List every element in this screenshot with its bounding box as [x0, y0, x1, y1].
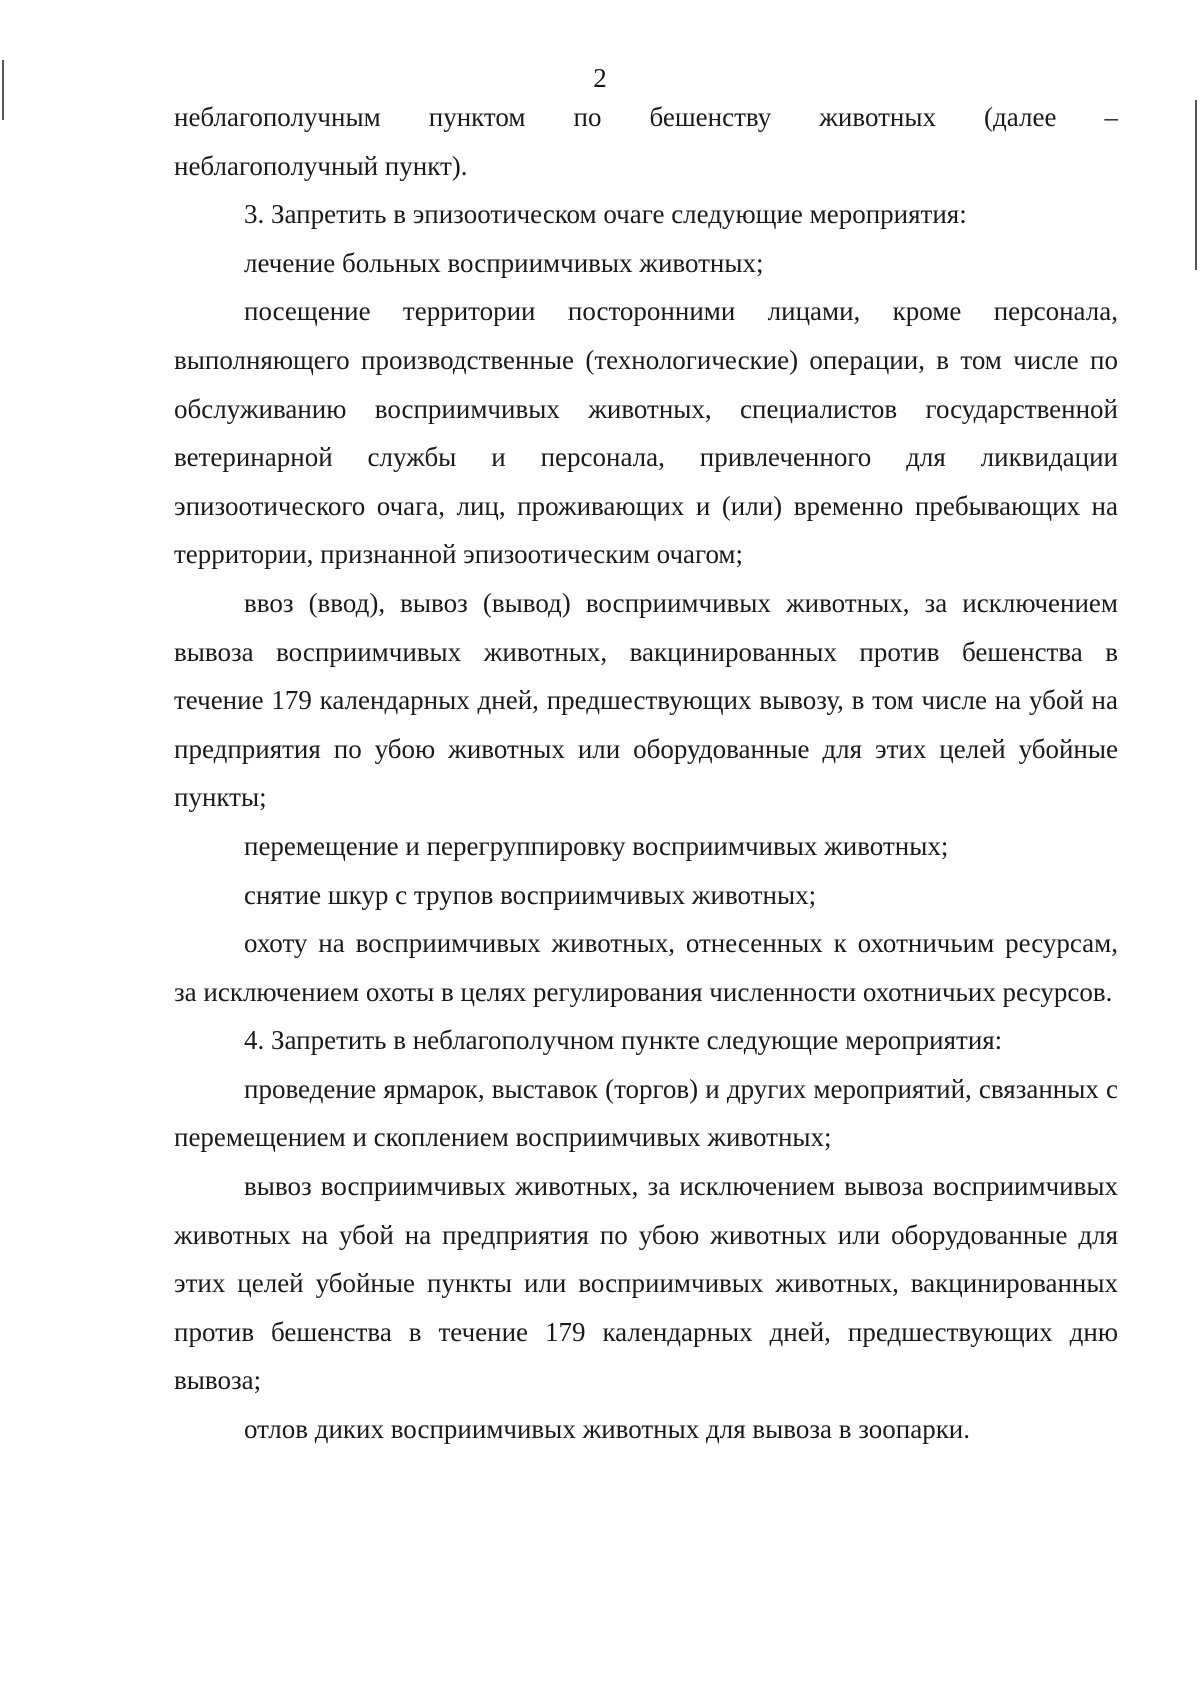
page-number: 2 [593, 63, 607, 93]
paragraph-fairs: проведение ярмарок, выставок (торгов) и других мероприятий, связанных с перемещением и скоплением восприимчивых животных; [174, 1073, 1118, 1153]
paragraph-visit: посещение территории посторонними лицами, кроме персонала, выполняющего производственные (технологические) операции, в том числе по обслуживанию восприимчивых животных, специалистов государственной ветеринарной службы и персонала, привлеченного для ликвидации эпизоотического очага, лиц, проживающих и (или) временно пребывающих на территории, признанной эпизоотическим очагом; [174, 296, 1118, 570]
paragraph-capture: отлов диких восприимчивых животных для вывоза в зоопарки. [244, 1414, 971, 1445]
scan-edge-right [1195, 100, 1197, 270]
paragraph-hunting: охоту на восприимчивых животных, отнесенных к охотничьим ресурсам, за исключением охоты в целях регулирования численности охотничьих ресурсов. [174, 928, 1118, 1007]
paragraph-continuation-end: неблагополучный пункт). [174, 150, 468, 181]
paragraph-skins: снятие шкур с трупов восприимчивых животных; [244, 879, 817, 910]
paragraph-export: вывоз восприимчивых животных, за исключением вывоза восприимчивых животных на убой на предприятия по убою животных или оборудованные для этих целей убойные пункты или восприимчивых животных, вакцинированных против бешенства в течение 179 календарных дней, предшествующих дню вывоза; [174, 1171, 1118, 1396]
paragraph-regrouping: перемещение и перегруппировку восприимчивых животных; [244, 830, 949, 861]
paragraph-item-4-heading: 4. Запретить в неблагополучном пункте следующие мероприятия: [244, 1025, 1003, 1056]
document-body [174, 93, 1118, 1454]
paragraph-item-3-heading: 3. Запретить в эпизоотическом очаге следующие мероприятия: [244, 199, 967, 230]
paragraph-continuation: неблагополучным пунктом по бешенству животных (далее – [174, 102, 1118, 132]
paragraph-import-export: ввоз (ввод), вывоз (вывод) восприимчивых животных, за исключением вывоза восприимчивых животных, вакцинированных против бешенства в течение 179 календарных дней, предшествующих вывозу, в том числе на убой на предприятия по убою животных или оборудованные для этих целей убойные пункты; [174, 587, 1118, 813]
paragraph-treatment: лечение больных восприимчивых животных; [244, 247, 764, 278]
